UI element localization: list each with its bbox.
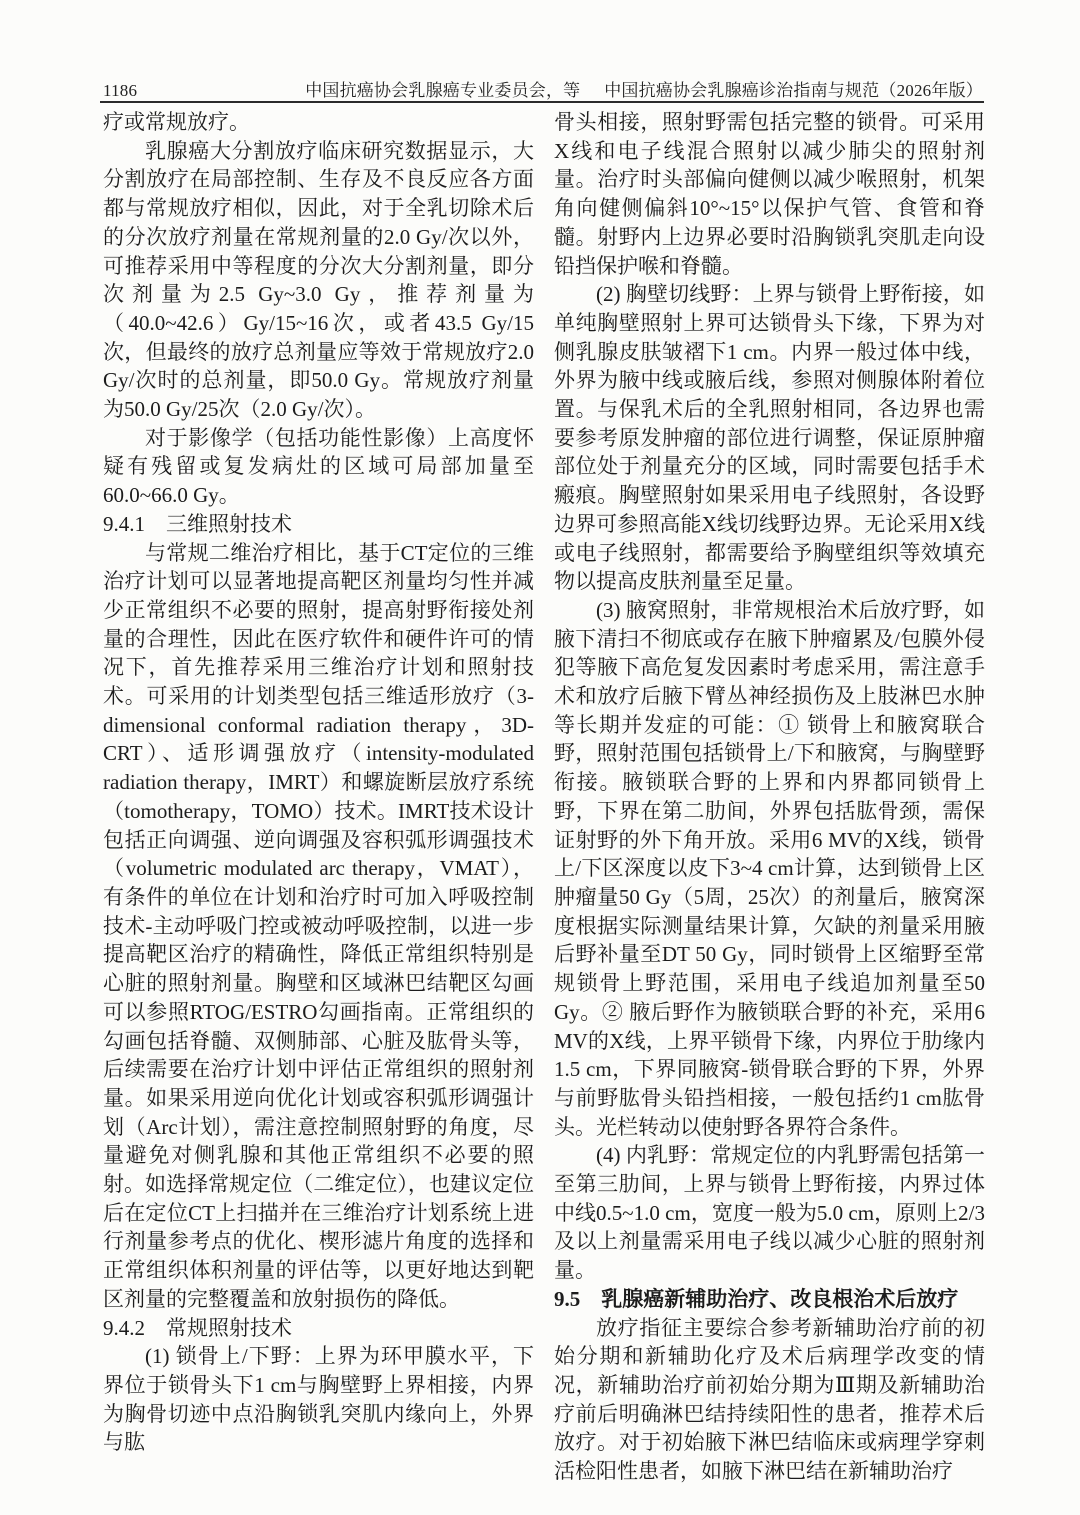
section-heading-9-4-1: 9.4.1 三维照射技术 <box>103 511 292 536</box>
paragraph-3d-technique: 与常规二维治疗相比，基于CT定位的三维治疗计划可以显著地提高靶区剂量均匀性并减少正常组织不必要的照射，提高射野衔接处剂量的合理性，因此在医疗软件和硬件许可的情况下，首先推荐采用三维治疗计划和照射技术。可采用的计划类型包括三维适形放疗（3-dimensional conformal radiation therapy，3D-CRT）、适形调强放疗（intensity-modulated radiation therapy，IMRT）和螺旋断层放疗系统（tomotherapy，TOMO）技术。IMRT技术设计包括正向调强、逆向调强及容积弧形调强技术（volumetric modulated arc therapy，VMAT），有条件的单位在计划和治疗时可加入呼吸控制技术-主动呼吸门控或被动呼吸控制，以进一步提高靶区治疗的精确性，降低正常组织特别是心脏的照射剂量。胸壁和区域淋巴结靶区勾画可以参照RTOG/ESTRO勾画指南。正常组织的勾画包括脊髓、双侧肺部、心脏及肱骨头等，后续需要在治疗计划中评估正常组织的照射剂量。如果采用逆向优化计划或容积弧形调强计划（Arc计划），需注意控制照射野的角度，尽量避免对侧乳腺和其他正常组织不必要的照射。如选择常规定位（二维定位），也建议定位后在定位CT上扫描并在三维治疗计划系统上进行剂量参考点的优化、楔形滤片角度的选择和正常组织体积剂量的评估等，以更好地达到靶区剂量的完整覆盖和放射损伤的降低。 <box>103 540 534 1311</box>
paragraph-continuation: 骨头相接，照射野需包括完整的锁骨。可采用X线和电子线混合照射以减少肺尖的照射剂量。治疗时头部偏向健侧以减少喉照射，机架角向健侧偏斜10°~15°以保护气管、食管和脊髓。射野内上边界必要时沿胸锁乳突肌走向设铅挡保护喉和脊髓。 <box>554 110 985 278</box>
running-title <box>305 76 983 101</box>
page-body <box>103 108 985 1486</box>
paragraph-hypofractionation: 乳腺癌大分割放疗临床研究数据显示，大分割放疗在局部控制、生存及不良反应各方面都与常规放疗相似，因此，对于全乳切除术后的分次放疗剂量在常规剂量的2.0 Gy/次以外，可推荐采用中等程度的分次大分割剂量，即分次剂量为2.5 Gy~3.0 Gy，推荐剂量为（40.0~42.6）Gy/15~16次，或者43.5 Gy/15次，但最终的放疗总剂量应等效于常规放疗2.0 Gy/次时的总剂量，即50.0 Gy。常规放疗剂量为50.0 Gy/25次（2.0 Gy/次）。 <box>103 138 534 422</box>
paragraph-imaging-boost: 对于影像学（包括功能性影像）上高度怀疑有残留或复发病灶的区域可局部加量至60.0~66.0 Gy。 <box>103 425 534 508</box>
page-number: 1186 <box>103 81 138 100</box>
left-column <box>103 108 534 1486</box>
section-heading-9-5: 9.5 乳腺癌新辅助治疗、改良根治术后放疗 <box>554 1286 959 1311</box>
paragraph-neoadjuvant-radiotherapy: 放疗指征主要综合参考新辅助治疗前的初始分期和新辅助化疗及术后病理学改变的情况，新辅助治疗前初始分期为Ⅲ期及新辅助治疗前后明确淋巴结持续阳性的患者，推荐术后放疗。对于初始腋下淋巴结临床或病理学穿刺活检阳性患者，如腋下淋巴结在新辅助治疗 <box>554 1315 985 1484</box>
paragraph-internal-mammary-field: (4) 内乳野：常规定位的内乳野需包括第一至第三肋间，上界与锁骨上野衔接，内界过体中线0.5~1.0 cm，宽度一般为5.0 cm，原则上2/3及以上剂量需采用电子线以减少心脏的照射剂量。 <box>554 1143 985 1283</box>
header-rule <box>100 101 984 103</box>
running-header <box>103 76 983 101</box>
running-title-publication: 中国抗癌协会乳腺癌诊治指南与规范（2026年版） <box>604 81 983 100</box>
right-column <box>554 108 985 1486</box>
paragraph-continuation: 疗或常规放疗。 <box>103 110 250 134</box>
paragraph-supraclavicular-field: (1) 锁骨上/下野：上界为环甲膜水平，下界位于锁骨头下1 cm与胸壁野上界相接，内界为胸骨切迹中点沿胸锁乳突肌内缘向上，外界与肱 <box>103 1344 534 1455</box>
section-heading-9-4-2: 9.4.2 常规照射技术 <box>103 1315 292 1340</box>
paragraph-chest-wall-field: (2) 胸壁切线野：上界与锁骨上野衔接，如单纯胸壁照射上界可达锁骨头下缘，下界为对侧乳腺皮肤皱褶下1 cm。内界一般过体中线，外界为腋中线或腋后线，参照对侧腺体附着位置。与保乳术后的全乳照射相同，各边界也需要参考原发肿瘤的部位进行调整，保证原肿瘤部位处于剂量充分的区域，同时需要包括手术瘢痕。胸壁照射如果采用电子线照射，各设野边界可参照高能X线切线野边界。无论采用X线或电子线照射，都需要给予胸壁组织等效填充物以提高皮肤剂量至足量。 <box>554 282 985 594</box>
running-title-committee: 中国抗癌协会乳腺癌专业委员会，等 <box>305 81 581 100</box>
paragraph-axilla-field: (3) 腋窝照射，非常规根治术后放疗野，如腋下清扫不彻底或存在腋下肿瘤累及/包膜外侵犯等腋下高危复发因素时考虑采用，需注意手术和放疗后腋下臂丛神经损伤及上肢淋巴水肿等长期并发症的可能：① 锁骨上和腋窝联合野，照射范围包括锁骨上/下和腋窝，与胸壁野衔接。腋锁联合野的上界和内界都同锁骨上野，下界在第二肋间，外界包括肱骨颈，需保证射野的外下角开放。采用6 MV的X线，锁骨上/下区深度以皮下3~4 cm计算，达到锁骨上区肿瘤量50 Gy（5周，25次）的剂量后，腋窝深度根据实际测量结果计算，欠缺的剂量采用腋后野补量至DT 50 Gy，同时锁骨上区缩野至常规锁骨上野范围，采用电子线追加剂量至50 Gy。② 腋后野作为腋锁联合野的补充，采用6 MV的X线，上界平锁骨下缘，内界位于肋缘内1.5 cm，下界同腋窝-锁骨联合野的下界，外界与前野肱骨头铅挡相接，一般包括约1 cm肱骨头。光栏转动以使射野各界符合条件。 <box>554 597 985 1139</box>
